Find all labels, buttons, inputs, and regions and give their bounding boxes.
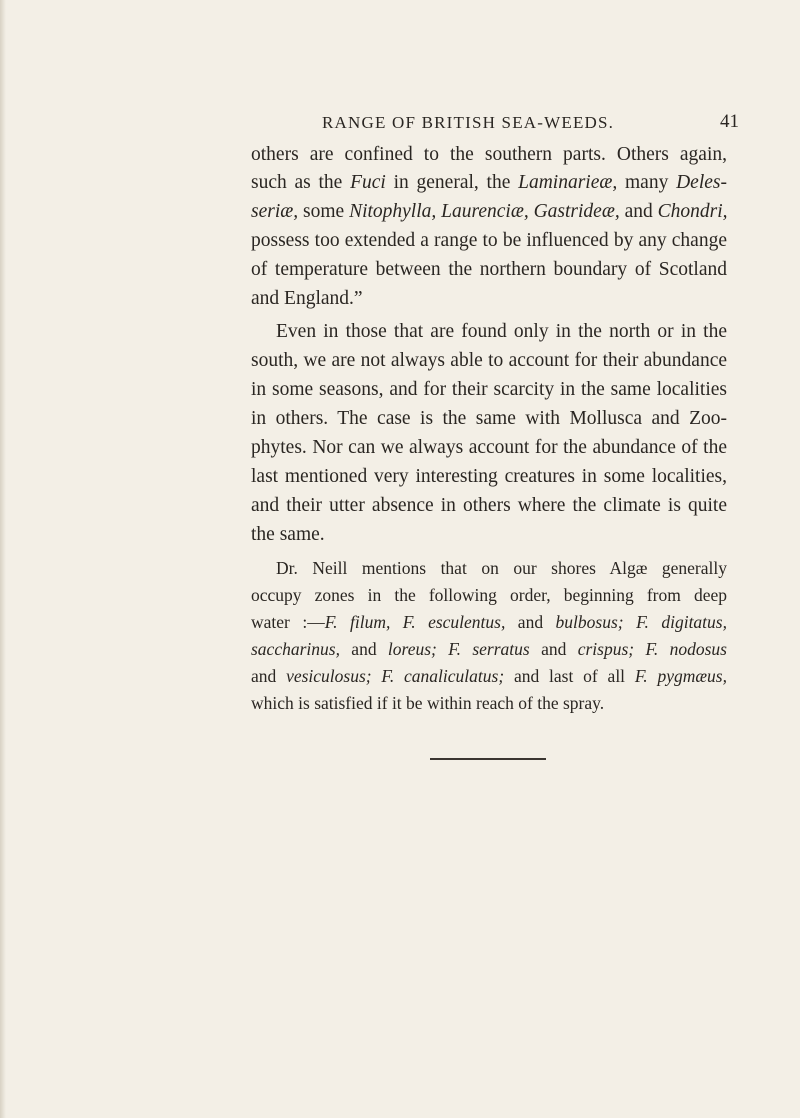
text-line — [251, 227, 727, 255]
text-run: and last of all — [504, 666, 635, 686]
text-run: and — [619, 201, 658, 222]
text-run: in others. The case is the same with Mollusca and Zoo- — [251, 408, 727, 429]
text-run: the same. — [251, 524, 325, 545]
text-line — [251, 285, 727, 313]
text-run: and England.” — [251, 288, 363, 309]
text-line — [251, 608, 727, 636]
text-run: many — [617, 172, 677, 193]
italic-text-run: saccharinus, — [251, 639, 340, 659]
text-line — [251, 492, 727, 520]
text-line — [251, 347, 727, 375]
section-divider-rule — [430, 758, 546, 760]
text-line — [251, 256, 727, 284]
text-run: some — [298, 201, 350, 222]
italic-text-run: F. pygmæus, — [634, 666, 727, 686]
text-run: phytes. Nor can we always account for the abundance of the — [251, 437, 727, 458]
text-run: in general, the — [385, 172, 519, 193]
text-line — [251, 521, 727, 549]
text-run: occupy zones in the following order, beginning from deep — [251, 585, 727, 605]
text-line — [251, 376, 727, 404]
text-line — [251, 198, 727, 226]
italic-text-run: Deles- — [676, 172, 727, 193]
italic-text-run: crispus; F. nodosus — [577, 639, 727, 659]
text-run: and — [529, 639, 578, 659]
italic-text-run: bulbosus; F. digitatus, — [555, 612, 727, 632]
italic-text-run: loreus; F. serratus — [387, 639, 530, 659]
text-run: of temperature between the northern boundary of Scotland — [251, 259, 727, 280]
text-run: Even in those that are found only in the north or in the — [276, 321, 727, 342]
text-run: Dr. Neill mentions that on our shores Algæ generally — [276, 558, 727, 578]
text-line — [251, 169, 727, 197]
text-run: possess too extended a range to be influenced by any change — [251, 230, 727, 251]
text-run: and — [251, 666, 287, 686]
text-run: and their utter absence in others where the climate is quite — [251, 495, 727, 516]
text-run: and — [505, 612, 556, 632]
text-run: south, we are not always able to account for their abundance — [251, 350, 727, 371]
text-line — [251, 405, 727, 433]
text-line — [251, 581, 727, 609]
italic-text-run: Laminarieæ, — [518, 172, 618, 193]
text-run: such as the — [251, 172, 351, 193]
text-run: and — [339, 639, 388, 659]
italic-text-run: Fuci — [350, 172, 386, 193]
text-run: water :— — [251, 612, 325, 632]
text-line — [251, 662, 727, 690]
text-line — [251, 689, 727, 717]
text-run: others are confined to the southern parts. Others again, — [251, 144, 727, 165]
text-run: which is satisfied if it be within reach of the spray. — [251, 693, 605, 713]
italic-text-run: seriæ, — [251, 201, 299, 222]
italic-text-run: vesiculosus; F. canaliculatus; — [286, 666, 505, 686]
italic-text-run: Nitophylla, Laurenciæ, Gastrideæ, — [349, 201, 620, 222]
text-line — [251, 434, 727, 462]
text-run: in some seasons, and for their scarcity in the same localities — [251, 379, 727, 400]
italic-text-run: F. filum, F. esculentus, — [324, 612, 506, 632]
text-line — [251, 463, 727, 491]
text-line — [276, 554, 727, 582]
page-number: 41 — [720, 111, 739, 132]
text-run: last mentioned very interesting creatures in some localities, — [251, 466, 727, 487]
text-line — [251, 635, 727, 663]
text-line — [251, 141, 727, 169]
text-line — [276, 318, 727, 346]
italic-text-run: Chondri, — [657, 201, 728, 222]
running-title: RANGE OF BRITISH SEA-WEEDS. — [322, 113, 615, 132]
